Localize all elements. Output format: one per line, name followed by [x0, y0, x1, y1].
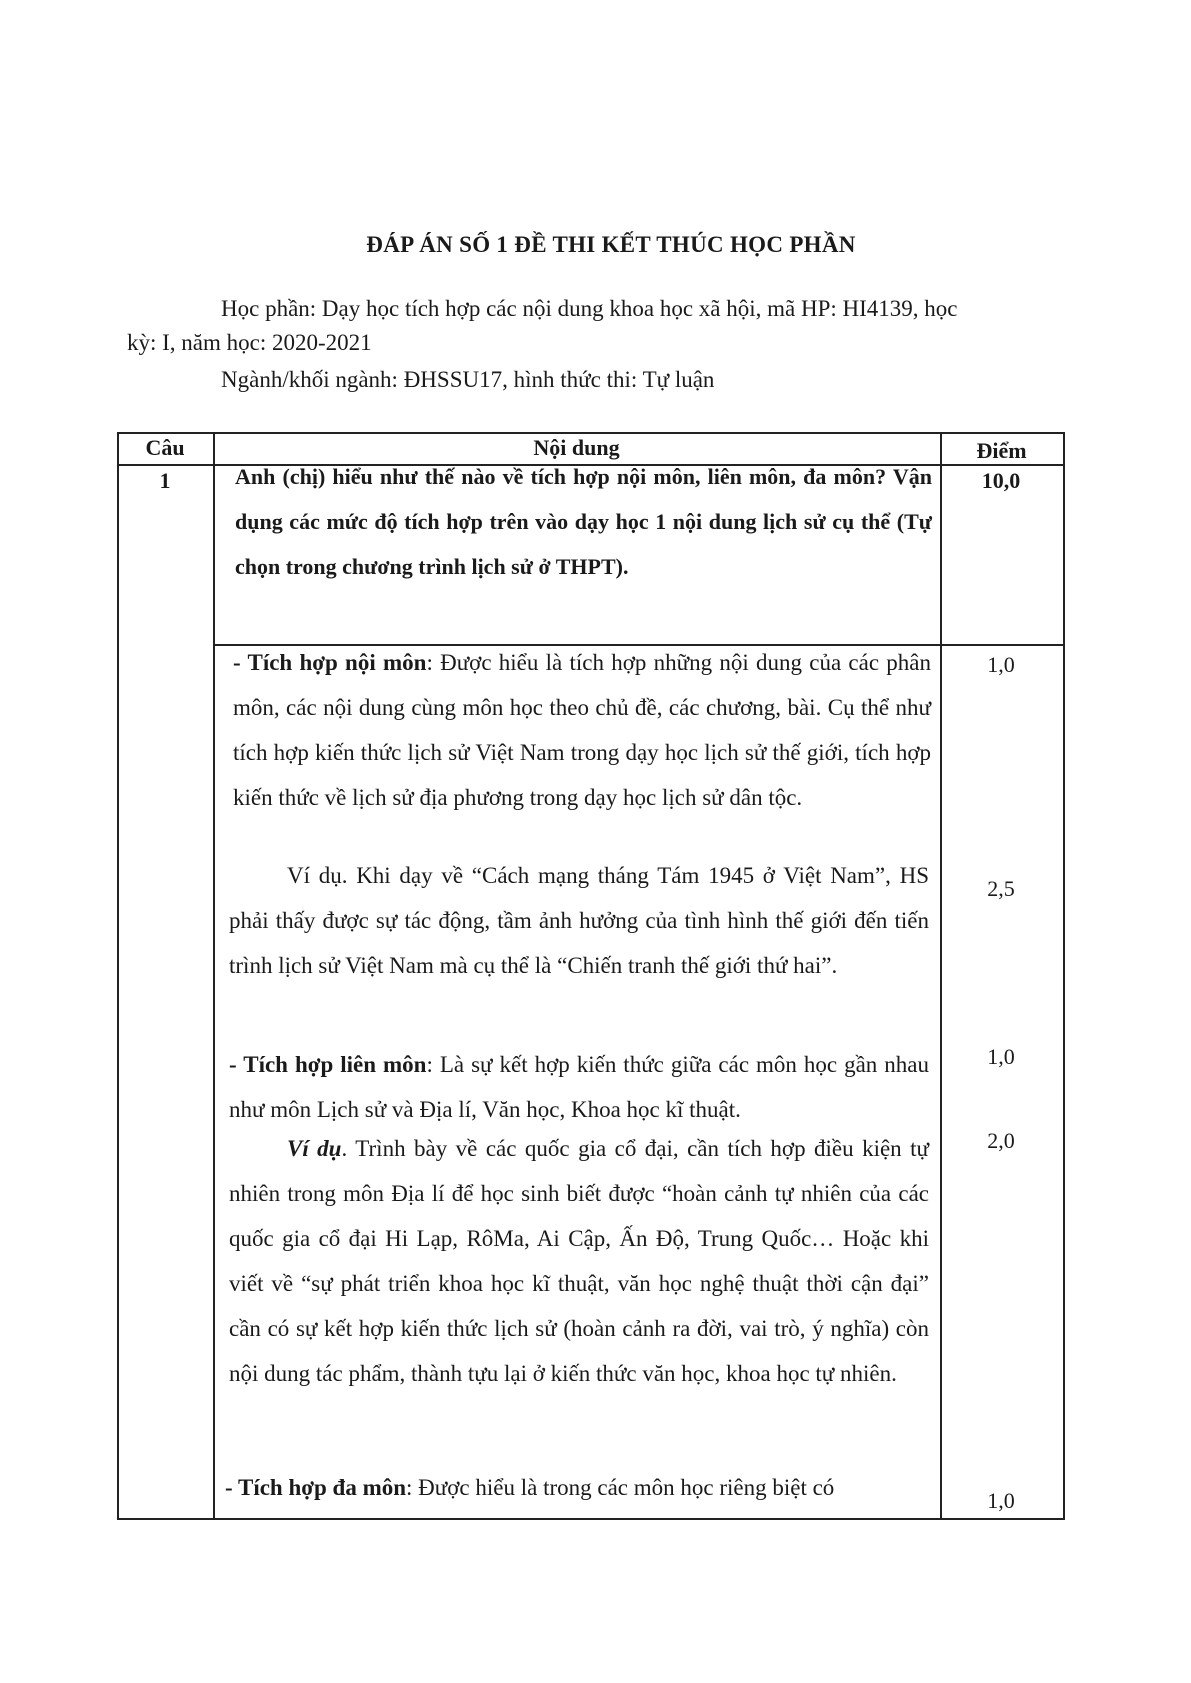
- answer-score: 1,0: [987, 1044, 1015, 1069]
- answer-item-intra-subject: [233, 640, 931, 820]
- question-score: 10,0: [981, 468, 1021, 493]
- answer-table: [117, 432, 1065, 1520]
- answer-text: : Được hiểu là trong các môn học riêng biệt có: [406, 1475, 835, 1500]
- answer-text: . Trình bày về các quốc gia cổ đại, cần tích hợp điều kiện tự nhiên trong môn Địa lí để học sinh biết được “hoàn cảnh tự nhiên của các quốc gia cổ đại Hi Lạp, RôMa, Ai Cập, Ấn Độ, Trung Quốc… Hoặc khi viết về “sự phát triển khoa học kĩ thuật, văn học nghệ thuật thời cận đại” cần có sự kết hợp kiến thức lịch sử (hoàn cảnh ra đời, vai trò, ý nghĩa) còn nội dung tác phẩm, thành tựu lại ở kiến thức văn học, khoa học tự nhiên.: [229, 1136, 929, 1386]
- answer-score: 2,5: [987, 876, 1015, 901]
- answer-lead: - Tích hợp đa môn: [225, 1475, 407, 1500]
- answer-score: 1,0: [987, 1488, 1015, 1513]
- col-divider-1: [213, 432, 215, 1519]
- course-info: [127, 292, 1062, 360]
- answer-score: 1,0: [987, 652, 1015, 677]
- question-text: Anh (chị) hiểu như thế nào về tích hợp nội môn, liên môn, đa môn? Vận dụng các mức độ tích hợp trên vào dạy học 1 nội dung lịch sử cụ thể (Tự chọn trong chương trình lịch sử ở THPT).: [235, 464, 932, 579]
- table-bottom-border: [117, 1518, 1065, 1520]
- table-left-border: [117, 432, 119, 1519]
- answer-lead: Ví dụ: [287, 1136, 342, 1161]
- course-line-1: Học phần: Dạy học tích hợp các nội dung khoa học xã hội, mã HP: HI4139, học: [221, 296, 958, 321]
- answer-text: : Là sự kết hợp kiến thức giữa các môn học gần nhau như môn Lịch sử và Địa lí, Văn học, Khoa học kĩ thuật.: [229, 1052, 929, 1122]
- col-divider-2: [940, 432, 942, 1519]
- answer-item-example-1: [229, 853, 929, 988]
- answer-item-multi-subject: [225, 1465, 931, 1510]
- header-score: Điểm: [976, 438, 1027, 463]
- header-question: Câu: [145, 435, 185, 460]
- major-line: Ngành/khối ngành: ĐHSSU17, hình thức thi: Tự luận: [221, 367, 715, 392]
- answer-item-example-2: [229, 1126, 929, 1396]
- course-line-2: kỳ: I, năm học: 2020-2021: [127, 330, 372, 355]
- answer-item-inter-subject: [229, 1042, 929, 1132]
- answer-lead: - Tích hợp nội môn: [233, 650, 427, 675]
- header-content: Nội dung: [533, 435, 620, 460]
- document-title: ĐÁP ÁN SỐ 1 ĐỀ THI KẾT THÚC HỌC PHẦN: [366, 232, 856, 257]
- answer-lead: - Tích hợp liên môn: [229, 1052, 427, 1077]
- answer-score: 2,0: [987, 1128, 1015, 1153]
- answer-text: : Được hiểu là tích hợp những nội dung của các phân môn, các nội dung cùng môn học theo chủ đề, các chương, bài. Cụ thể như tích hợp kiến thức lịch sử Việt Nam trong dạy học lịch sử thế giới, tích hợp kiến thức về lịch sử địa phương trong dạy học lịch sử dân tộc.: [233, 650, 931, 810]
- major-info: [127, 363, 1062, 397]
- question-number: 1: [159, 468, 171, 493]
- answer-text: Ví dụ. Khi dạy về “Cách mạng tháng Tám 1945 ở Việt Nam”, HS phải thấy được sự tác động, tầm ảnh hưởng của tình hình thế giới đến tiến trình lịch sử Việt Nam mà cụ thể là “Chiến tranh thế giới thứ hai”.: [229, 863, 929, 978]
- table-top-border: [117, 432, 1065, 434]
- table-right-border: [1063, 432, 1065, 1519]
